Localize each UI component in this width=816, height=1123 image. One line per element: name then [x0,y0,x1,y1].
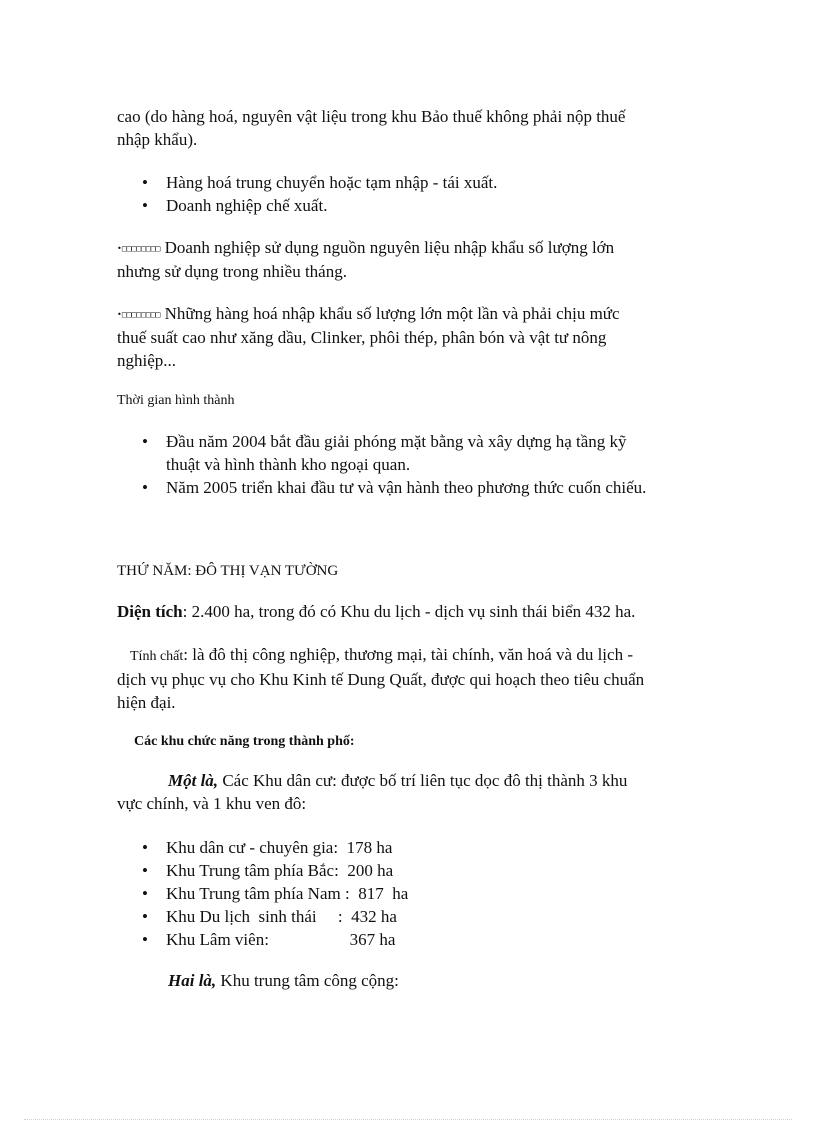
bullet-icon: • [142,478,148,497]
paragraph-area: Diện tích: 2.400 ha, trong đó có Khu du lịch - dịch vụ sinh thái biển 432 ha. [117,602,636,621]
page-bottom-divider [24,1119,792,1120]
list-item: • Doanh nghiệp chế xuất. [140,194,702,217]
list-item: • Khu Trung tâm phía Bắc: 200 ha [140,859,702,882]
section-title: THỨ NĂM: ĐÔ THỊ VẠN TƯỜNG [117,563,339,579]
intro-line-2: nhập khẩu). [117,130,198,149]
bullet-icon: • [142,173,148,192]
paragraph-first: Một là, Các Khu dân cư: được bố trí liên tục dọc đô thị thành 3 khu vực chính, và 1 khu ven đô: [117,771,628,813]
first-label: Một là, [168,771,219,790]
bullet-list-zones [140,836,702,951]
heading-functional-zones: Các khu chức năng trong thành phố: [134,734,355,749]
list-item: • Khu dân cư - chuyên gia: 178 ha [140,836,702,859]
bullet-list-timeline [140,430,702,499]
bullet-icon: • [142,861,148,880]
list-item: • Khu Lâm viên: 367 ha [140,928,702,951]
heading-formation-time: Thời gian hình thành [117,393,235,408]
symbol-placeholder-boxes: •□□□□□□□□ [117,244,161,253]
list-item: • Đầu năm 2004 bắt đầu giải phóng mặt bằng và xây dựng hạ tầng kỹ thuật và hình thành kho ngoại quan. [140,430,702,476]
list-item: • Hàng hoá trung chuyển hoặc tạm nhập - tái xuất. [140,171,702,194]
paragraph-bulk-imports: •□□□□□□□□ Những hàng hoá nhập khẩu số lượng lớn một lần và phải chịu mức thuế suất cao như xăng dầu, Clinker, phôi thép, phân bón và vật tư nông nghiệp... [117,304,620,370]
bullet-list-goods [140,171,702,217]
list-item: • Khu Trung tâm phía Nam : 817 ha [140,882,702,905]
paragraph-second: Hai là, Khu trung tâm công cộng: [117,969,702,992]
bullet-icon: • [142,930,148,949]
bullet-icon: • [142,884,148,903]
nature-label: Tính chất [130,649,184,664]
bullet-icon: • [142,196,148,215]
list-item: • Năm 2005 triển khai đầu tư và vận hành theo phương thức cuốn chiếu. [140,476,702,499]
symbol-placeholder-boxes: •□□□□□□□□ [117,310,161,319]
list-item: • Khu Du lịch sinh thái : 432 ha [140,905,702,928]
second-label: Hai là, [168,971,217,990]
paragraph-nature: Tính chất: là đô thị công nghiệp, thương mại, tài chính, văn hoá và du lịch - dịch vụ phục vụ cho Khu Kinh tế Dung Quất, được qui hoạch theo tiêu chuẩn hiện đại. [117,645,645,712]
intro-line-1: cao (do hàng hoá, nguyên vật liệu trong khu Bảo thuế không phải nộp thuế [117,107,626,126]
bullet-icon: • [142,907,148,926]
paragraph-raw-materials: •□□□□□□□□ Doanh nghiệp sử dụng nguồn nguyên liệu nhập khẩu số lượng lớn nhưng sử dụng trong nhiều tháng. [117,238,615,281]
bullet-icon: • [142,432,148,451]
area-label: Diện tích [117,602,183,621]
bullet-icon: • [142,838,148,857]
intro-paragraph [117,105,702,151]
